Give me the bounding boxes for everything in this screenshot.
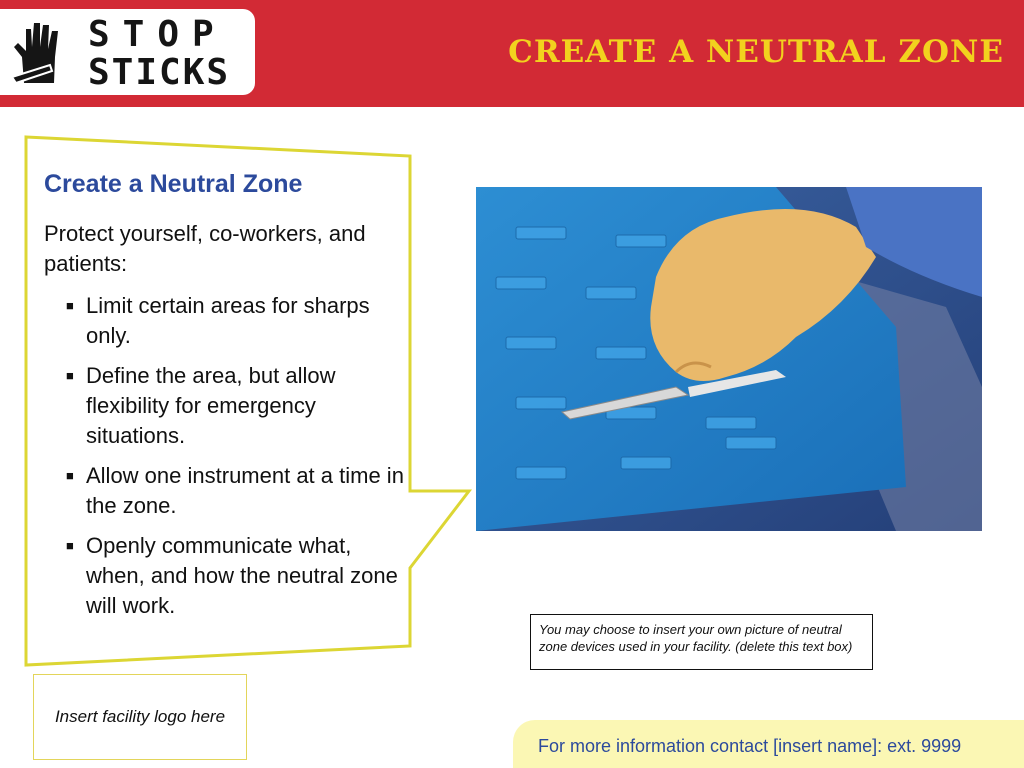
footer-bar (513, 720, 1024, 768)
page-title: CREATE A NEUTRAL ZONE (508, 34, 1004, 70)
list-item (44, 361, 404, 451)
square-bullet-icon: ■ (66, 468, 74, 483)
logo-text-sticks: STICKS (88, 52, 231, 93)
neutral-zone-photo (476, 187, 982, 531)
intro-text: Protect yourself, co-workers, and patients: (44, 221, 366, 276)
square-bullet-icon: ■ (66, 298, 74, 313)
list-item (44, 531, 404, 621)
callout-content (44, 170, 404, 631)
placeholder-note: You may choose to insert your own picture of neutral zone devices used in your facility. (delete this text box) (530, 614, 873, 670)
bullet-list (44, 291, 404, 621)
bullet-text: Define the area, but allow flexibility for emergency situations. (86, 363, 336, 448)
facility-logo-placeholder: Insert facility logo here (33, 674, 247, 760)
list-item (44, 461, 404, 521)
list-item (44, 291, 404, 351)
square-bullet-icon: ■ (66, 368, 74, 383)
bullet-text: Openly communicate what, when, and how the neutral zone will work. (86, 533, 398, 618)
footer-contact: For more information contact [insert name]: ext. 9999 (538, 736, 962, 756)
logo-text-stop: STOP (88, 14, 227, 55)
bullet-text: Limit certain areas for sharps only. (86, 293, 370, 348)
square-bullet-icon: ■ (66, 538, 74, 553)
section-heading: Create a Neutral Zone (44, 170, 303, 198)
bullet-text: Allow one instrument at a time in the zone. (86, 463, 404, 518)
